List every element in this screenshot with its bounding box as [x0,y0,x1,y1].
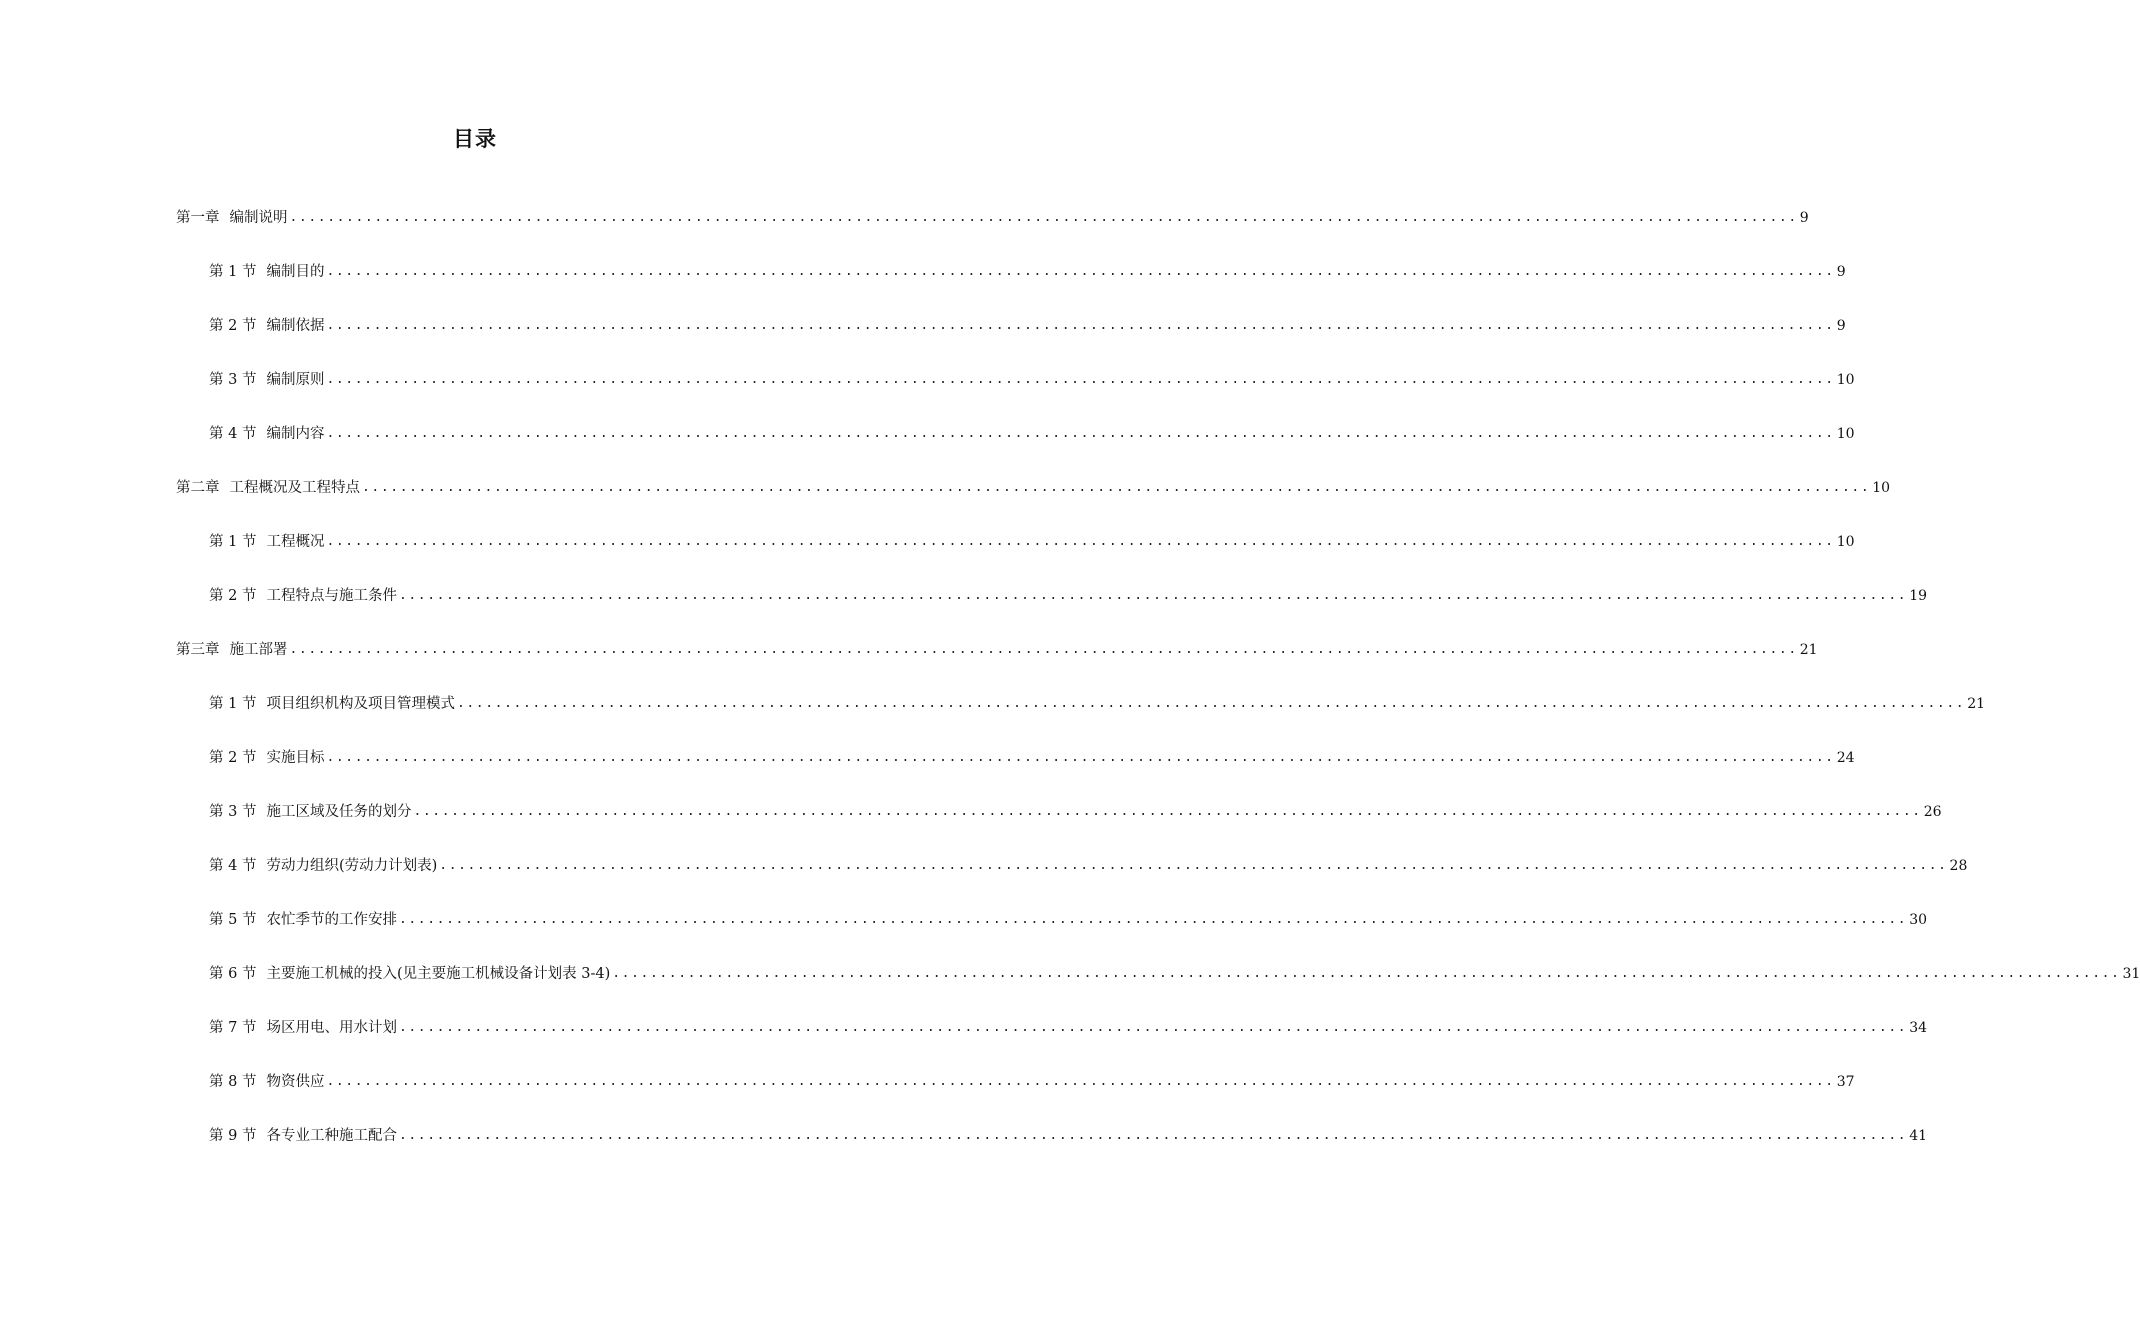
dot-leader: ................................................................................................................................................................ [398,1128,1908,1143]
toc-entry-title: 农忙季节的工作安排 [266,912,397,928]
dot-leader: ................................................................................................................................................................ [362,480,1871,495]
toc-entry-page: 21 [1967,696,1986,712]
toc-entry-number: 第一章 [176,210,220,226]
page-title: 目录 [453,127,497,151]
dot-leader: ................................................................................................................................................................ [326,534,1835,549]
dot-leader: ................................................................................................................................................................ [326,264,1835,279]
toc-entry-number: 第 1 节 [209,534,257,550]
dot-leader: ................................................................................................................................................................ [456,696,1966,711]
toc-entry-page: 10 [1836,426,1855,442]
toc-entry-chapter-1[interactable] [176,180,1809,234]
toc-entry-page: 30 [1909,912,1928,928]
toc-entry-number: 第 8 节 [209,1074,257,1090]
toc-entry-title: 工程概况 [266,534,325,550]
toc-entry-section[interactable] [176,774,1942,828]
toc-entry-title: 物资供应 [266,1074,325,1090]
toc-entry-section[interactable] [176,558,1928,612]
toc-entry-title: 施工部署 [229,642,288,658]
toc-entry-page: 10 [1836,534,1855,550]
toc-entry-chapter-3[interactable] [176,612,1818,666]
toc-entry-number: 第 3 节 [209,372,257,388]
toc-entry-number: 第三章 [176,642,220,658]
toc-entry-section[interactable] [176,1098,1928,1152]
toc-entry-section[interactable] [176,882,1928,936]
toc-entry-title: 工程特点与施工条件 [266,588,397,604]
dot-leader: ................................................................................................................................................................ [612,966,2121,981]
toc-entry-number: 第 4 节 [209,426,257,442]
toc-entry-number: 第 2 节 [209,588,257,604]
toc-entry-section[interactable] [176,234,1846,288]
toc-entry-page: 19 [1909,588,1928,604]
toc-entry-title: 各专业工种施工配合 [266,1128,397,1144]
toc-entry-number: 第二章 [176,480,220,496]
toc-entry-page: 31 [2122,966,2140,982]
dot-leader: ................................................................................................................................................................ [398,1020,1908,1035]
toc-entry-number: 第 1 节 [209,696,257,712]
toc-entry-number: 第 1 节 [209,264,257,280]
toc-entry-section[interactable] [176,342,1855,396]
dot-leader: ................................................................................................................................................................ [326,426,1835,441]
toc-entry-number: 第 2 节 [209,750,257,766]
toc-entry-number: 第 5 节 [209,912,257,928]
toc-entry-page: 21 [1799,642,1818,658]
toc-entry-page: 34 [1909,1020,1928,1036]
toc-entry-title: 编制依据 [266,318,325,334]
toc-entry-title: 劳动力组织(劳动力计划表) [266,858,438,874]
toc-entry-number: 第 9 节 [209,1128,257,1144]
toc-entry-title: 编制内容 [266,426,325,442]
toc-entry-page: 24 [1836,750,1855,766]
toc-entry-number: 第 4 节 [209,858,257,874]
toc-entry-page: 26 [1923,804,1942,820]
toc-entry-title: 项目组织机构及项目管理模式 [266,696,455,712]
toc-entry-page: 9 [1799,210,1809,226]
toc-entry-section[interactable] [176,666,1986,720]
toc-entry-title: 编制说明 [229,210,288,226]
toc-entry-title: 主要施工机械的投入(见主要施工机械设备计划表 3-4) [266,966,611,982]
toc-entry-section[interactable] [176,288,1846,342]
toc-entry-section[interactable] [176,1044,1855,1098]
table-of-contents [176,180,2140,1152]
dot-leader: ................................................................................................................................................................ [326,318,1835,333]
toc-entry-page: 37 [1836,1074,1855,1090]
toc-entry-page: 10 [1872,480,1891,496]
toc-entry-title: 编制目的 [266,264,325,280]
toc-entry-number: 第 6 节 [209,966,257,982]
toc-entry-section[interactable] [176,936,2140,990]
toc-entry-section[interactable] [176,990,1928,1044]
toc-entry-page: 41 [1909,1128,1928,1144]
toc-entry-section[interactable] [176,720,1855,774]
dot-leader: ................................................................................................................................................................ [413,804,1922,819]
toc-entry-page: 9 [1836,264,1846,280]
dot-leader: ................................................................................................................................................................ [398,912,1908,927]
dot-leader: ................................................................................................................................................................ [326,1074,1835,1089]
toc-entry-title: 场区用电、用水计划 [266,1020,397,1036]
dot-leader: ................................................................................................................................................................ [289,210,1798,225]
toc-entry-section[interactable] [176,396,1855,450]
toc-entry-page: 9 [1836,318,1846,334]
toc-entry-page: 28 [1949,858,1968,874]
dot-leader: ................................................................................................................................................................ [326,750,1835,765]
toc-entry-section[interactable] [176,828,1968,882]
toc-entry-page: 10 [1836,372,1855,388]
toc-entry-section[interactable] [176,504,1855,558]
dot-leader: ................................................................................................................................................................ [398,588,1908,603]
toc-entry-number: 第 2 节 [209,318,257,334]
dot-leader: ................................................................................................................................................................ [289,642,1798,657]
dot-leader: ................................................................................................................................................................ [439,858,1948,873]
toc-entry-title: 工程概况及工程特点 [229,480,360,496]
toc-entry-title: 编制原则 [266,372,325,388]
toc-entry-title: 施工区域及任务的划分 [266,804,412,820]
toc-entry-number: 第 7 节 [209,1020,257,1036]
toc-entry-number: 第 3 节 [209,804,257,820]
dot-leader: ................................................................................................................................................................ [326,372,1835,387]
toc-entry-chapter-2[interactable] [176,450,1891,504]
toc-entry-title: 实施目标 [266,750,325,766]
